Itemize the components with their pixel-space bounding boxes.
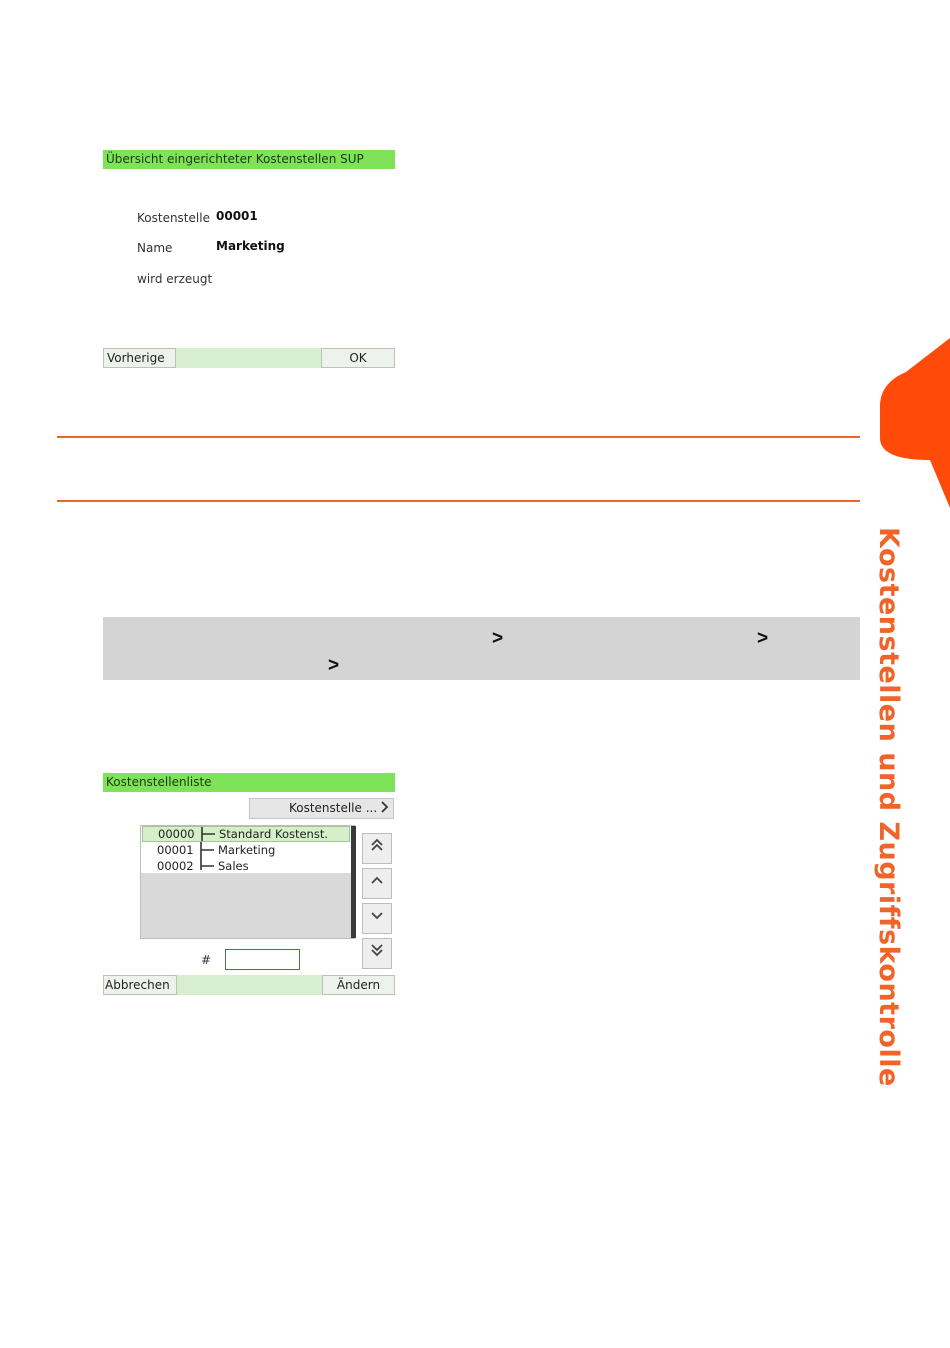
path-separator: >: [492, 628, 504, 649]
list-item[interactable]: [142, 858, 350, 874]
list-item-code: 00001: [157, 843, 194, 857]
scroll-up-button[interactable]: [362, 868, 392, 899]
chevron-right-icon: [381, 801, 389, 813]
tree-connector-icon: [199, 842, 215, 858]
screen-title: Übersicht eingerichteter Kostenstellen SUP: [103, 150, 395, 169]
section-divider-top: [57, 436, 860, 438]
cost-center-overview-screen: [103, 150, 395, 370]
double-chevron-down-icon: [370, 943, 384, 957]
chapter-tab-marker: [878, 338, 950, 508]
list-item[interactable]: [142, 842, 350, 858]
number-input[interactable]: [225, 949, 300, 970]
number-input-label: #: [201, 953, 212, 967]
list-item-name: Marketing: [218, 843, 276, 857]
list-scrollbar[interactable]: [351, 826, 356, 938]
path-separator: >: [757, 628, 769, 649]
section-divider-bottom: [57, 500, 860, 502]
list-item[interactable]: [142, 826, 350, 842]
cancel-button[interactable]: Abbrechen: [103, 975, 177, 995]
field-label-cost-center: Kostenstelle: [137, 211, 210, 225]
double-chevron-up-icon: [370, 838, 384, 852]
ok-button[interactable]: OK: [321, 348, 395, 368]
softkey-bar: [103, 348, 395, 368]
chevron-up-icon: [370, 873, 384, 887]
field-value-cost-center: 00001: [216, 209, 258, 223]
list-item-name: Standard Kostenst.: [219, 827, 328, 841]
list-item-name: Sales: [218, 859, 249, 873]
cost-center-menu-button[interactable]: [249, 798, 394, 819]
chevron-down-icon: [370, 908, 384, 922]
cost-center-menu-label: Kostenstelle ...: [288, 801, 378, 815]
cost-center-list[interactable]: [140, 825, 355, 939]
screen-title: Kostenstellenliste: [103, 773, 395, 792]
field-label-created: wird erzeugt: [137, 272, 213, 286]
field-label-name: Name: [137, 241, 173, 255]
scroll-down-button[interactable]: [362, 903, 392, 934]
list-item-code: 00000: [158, 827, 195, 841]
list-item-code: 00002: [157, 859, 194, 873]
previous-button[interactable]: Vorherige: [103, 348, 176, 368]
tree-connector-icon: [199, 858, 215, 874]
chapter-title: Kostenstellen und Zugriffskontrolle: [873, 527, 904, 1087]
menu-path-bar: [103, 617, 860, 680]
field-value-name: Marketing: [216, 239, 285, 253]
change-button[interactable]: Ändern: [322, 975, 395, 995]
cost-center-list-screen: [103, 773, 395, 995]
page-up-button[interactable]: [362, 833, 392, 864]
tree-connector-icon: [200, 827, 216, 841]
page-down-button[interactable]: [362, 938, 392, 969]
softkey-bar: [103, 975, 395, 995]
path-separator: >: [328, 655, 340, 676]
